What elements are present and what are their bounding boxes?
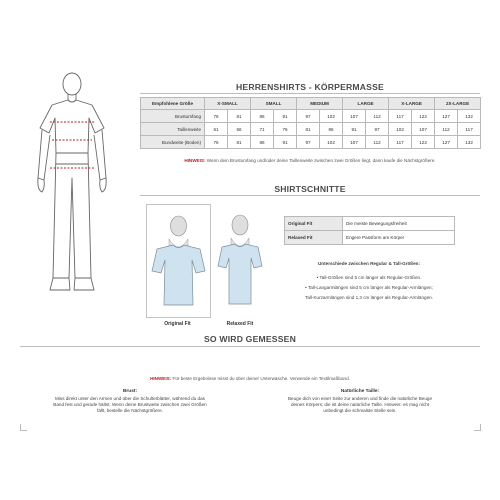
size-header: MEDIUM — [297, 98, 343, 110]
table-cell: 91 — [343, 123, 366, 136]
table-row — [285, 217, 455, 231]
corner-mark — [474, 424, 481, 431]
table-cell: 86 — [320, 123, 343, 136]
original-fit-shirt-figure — [147, 205, 210, 317]
fit-name: Relaxed Fit — [285, 231, 343, 245]
table-row — [141, 110, 481, 123]
table-cell: 102 — [320, 136, 343, 149]
original-fit-label: Original Fit — [164, 321, 191, 327]
size-chart-title: HERRENSHIRTS - KÖRPERMASSE — [236, 82, 384, 92]
row-label: Bundweite (Boden) — [141, 136, 205, 149]
table-cell: 112 — [366, 110, 389, 123]
body-measurement-figure — [30, 68, 115, 303]
corner-mark — [20, 424, 27, 431]
table-cell: 76 — [274, 123, 297, 136]
size-header: X-LARGE — [389, 98, 435, 110]
tall-diff-line: Tall-Kurzarmlängen sind 1,3 cm länger als Regular-Armlängen. — [305, 295, 433, 300]
instruction-line: Band fest und gerade hältst. Wenn deine Brustweite zwischen zwei Größen — [53, 402, 207, 408]
instruction-line: unbedingt die schmalste Stelle sein. — [323, 408, 397, 414]
chest-heading: Brust: — [122, 389, 138, 394]
table-cell: 127 — [435, 110, 458, 123]
table-cell: 76 — [205, 110, 228, 123]
instruction-line: deines Körpers; die ist deine natürliche Taille. Hinweis: es mag nicht — [290, 402, 430, 408]
size-header-row — [141, 98, 481, 110]
measure-note — [20, 376, 480, 381]
row-label: Taillenweite — [141, 123, 205, 136]
table-cell: 86 — [251, 110, 274, 123]
table-row — [141, 136, 481, 149]
table-cell: 86 — [251, 136, 274, 149]
table-cell: 132 — [458, 136, 481, 149]
size-header: SMALL — [251, 98, 297, 110]
table-cell: 76 — [205, 136, 228, 149]
table-cell: 132 — [458, 110, 481, 123]
table-cell: 122 — [412, 136, 435, 149]
table-cell: 97 — [297, 136, 320, 149]
tall-diff-text: Tall-Langarmlängen sind 5 cm länger als Regular-Armlängen; — [307, 285, 433, 290]
table-row — [285, 231, 455, 245]
table-cell: 91 — [274, 136, 297, 149]
tall-diff-line: • Tall-Größen sind 5 cm länger als Regular-Größen. — [316, 275, 422, 280]
shirt-cuts-title: SHIRTSCHNITTE — [274, 184, 346, 194]
fit-table — [284, 216, 455, 245]
table-cell: 107 — [343, 136, 366, 149]
size-header: LARGE — [343, 98, 389, 110]
original-fit-figure — [146, 204, 211, 318]
table-cell: 97 — [366, 123, 389, 136]
relaxed-fit-shirt-figure — [212, 204, 268, 316]
tall-diff-text: Tall-Größen sind 5 cm länger als Regular-Größen. — [319, 275, 422, 280]
instruction-line: fällt, bestelle die Nächstgrößere. — [97, 408, 163, 414]
table-cell: 112 — [366, 136, 389, 149]
table-cell: 102 — [320, 110, 343, 123]
how-to-measure-title: SO WIRD GEMESSEN — [203, 334, 296, 344]
size-header: 2X-LARGE — [435, 98, 481, 110]
size-chart-note — [140, 158, 480, 163]
note-text: Für beste Ergebnisse misst du über deiner Unterwäsche. Verwende ein Textilmaßband. — [172, 376, 350, 381]
size-header: X-SMALL — [205, 98, 251, 110]
chest-instructions — [20, 396, 240, 415]
divider — [140, 195, 480, 196]
fit-description: Engere Passform am Körper — [343, 231, 455, 245]
table-cell: 112 — [435, 123, 458, 136]
relaxed-fit-label: Relaxed Fit — [226, 321, 254, 327]
recommended-size-header: Empfohlene Größe — [141, 98, 205, 110]
table-cell: 81 — [297, 123, 320, 136]
waist-instructions — [250, 396, 470, 415]
divider — [140, 93, 480, 94]
table-cell: 117 — [389, 110, 412, 123]
table-cell: 127 — [435, 136, 458, 149]
table-cell: 102 — [389, 123, 412, 136]
table-cell: 61 — [205, 123, 228, 136]
table-cell: 107 — [412, 123, 435, 136]
tall-diff-line: • Tall-Langarmlängen sind 5 cm länger als Regular-Armlängen; — [305, 285, 433, 290]
note-label: HINWEIS: — [184, 158, 206, 163]
waist-heading: Natürliche Taille: — [340, 389, 380, 394]
table-cell: 91 — [274, 110, 297, 123]
instruction-line: Beuge dich von einer Seite zur anderen und finde die natürliche Beuge — [287, 396, 433, 401]
note-label: HINWEIS: — [150, 376, 172, 381]
table-cell: 71 — [251, 123, 274, 136]
table-cell: 81 — [228, 110, 251, 123]
row-label: Brustumfang — [141, 110, 205, 123]
instruction-line: Miss direkt unter den Armen und über die Schulterblätter, während du das — [55, 396, 205, 401]
fit-name: Original Fit — [285, 217, 343, 231]
tall-diff-heading: Unterschiede zwischen Regular & Tall-Größen: — [317, 261, 421, 266]
table-cell: 66 — [228, 123, 251, 136]
fit-description: Die meiste Bewegungsfreiheit — [343, 217, 455, 231]
size-chart-table — [140, 97, 481, 149]
table-cell: 117 — [389, 136, 412, 149]
table-cell: 81 — [228, 136, 251, 149]
table-cell: 117 — [458, 123, 481, 136]
note-text: Wenn dein Brustumfang und/oder deine Taillenweite zwischen zwei Größen liegt, dann kaufe die Nächstgrößere. — [206, 158, 436, 163]
table-row — [141, 123, 481, 136]
table-cell: 122 — [412, 110, 435, 123]
divider — [20, 346, 480, 347]
table-cell: 107 — [343, 110, 366, 123]
table-cell: 97 — [297, 110, 320, 123]
